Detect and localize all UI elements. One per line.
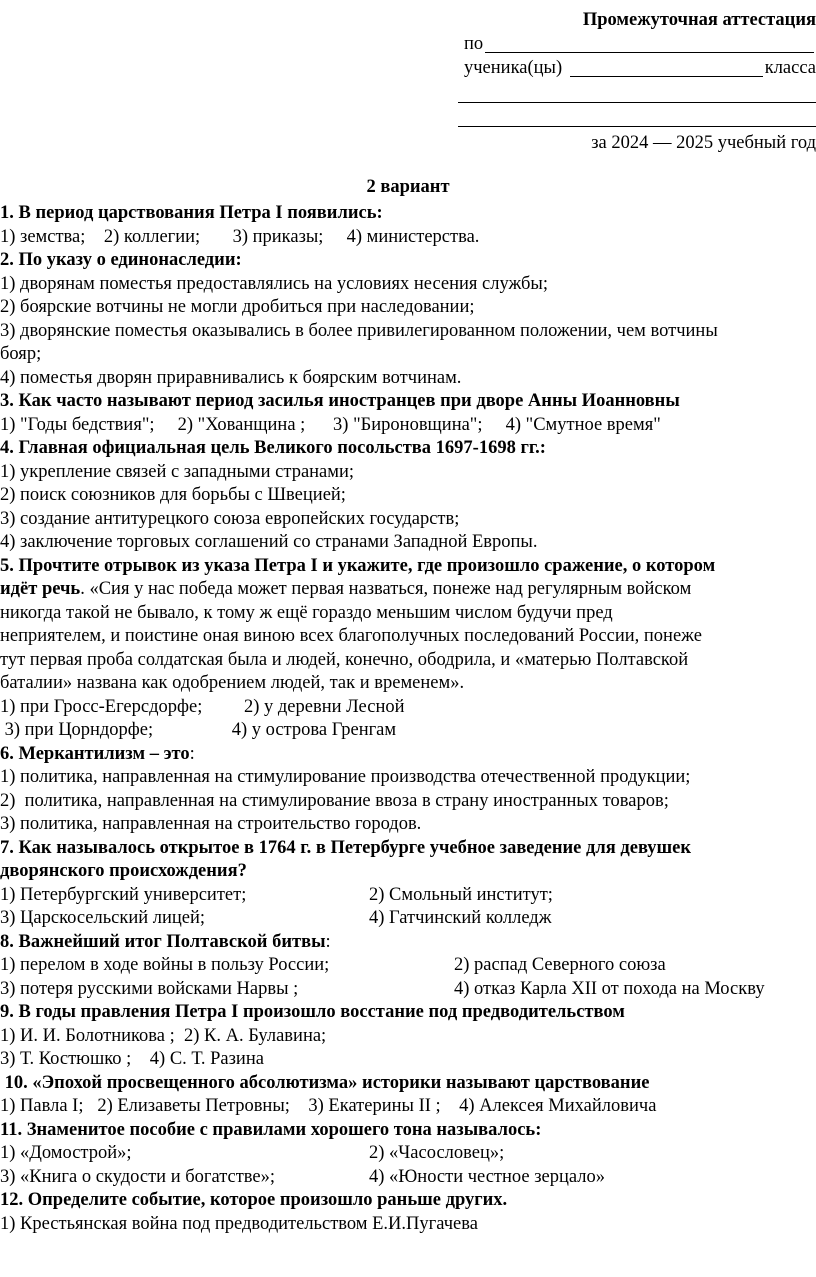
question-9: 9. В годы правления Петра I произошло восстание под предводительством <box>0 1002 625 1022</box>
subject-label: по <box>464 34 484 54</box>
decree-text-1: . «Сия у нас победа может первая назваться, понеже над регулярным войском <box>80 579 692 599</box>
subject-field[interactable] <box>485 34 814 53</box>
answers-8-row-1 <box>0 954 816 978</box>
question-8: 8. Важнейший итог Полтавской битвы <box>0 931 326 952</box>
question-12: 12. Определите событие, которое произошло раньше других. <box>0 1190 508 1210</box>
question-4: 4. Главная официальная цель Великого посольства 1697-1698 гг.: <box>0 438 546 458</box>
answer-2-3: 3) дворянские поместья оказывались в более привилегированном положении, чем вотчины <box>0 320 718 341</box>
answer-11-2: 2) «Часословец»; <box>369 1143 505 1163</box>
header <box>458 8 816 158</box>
variant-title: 2 вариант <box>366 177 450 197</box>
answers-7-row-2 <box>0 907 816 931</box>
question-10: 10. «Эпохой просвещенного абсолютизма» историки называют царствование <box>0 1072 650 1093</box>
answer-4-2: 2) поиск союзников для борьбы с Швецией; <box>0 485 346 505</box>
answers-1: 1) земства; 2) коллегии; 3) приказы; 4) министерства. <box>0 226 480 247</box>
answer-7-1: 1) Петербургский университет; <box>0 884 247 905</box>
answers-10: 1) Павла I; 2) Елизаветы Петровны; 3) Екатерины II ; 4) Алексея Михайловича <box>0 1096 657 1116</box>
answer-4-3: 3) создание антитурецкого союза европейских государств; <box>0 508 460 529</box>
answer-11-3: 3) «Книга о скудости и богатстве»; <box>0 1166 276 1187</box>
decree-text-2: никогда такой не бывало, к тому ж ещё гораздо меньшим числом будучи пред <box>0 602 613 623</box>
answer-4-1: 1) укрепление связей с западными странами; <box>0 461 355 482</box>
answers-11-row-2 <box>0 1166 816 1190</box>
answers-3: 1) "Годы бедствия"; 2) "Хованщина ; 3) "Бироновщина"; 4) "Смутное время" <box>0 414 661 435</box>
blank-line-1[interactable] <box>458 80 816 103</box>
student-line <box>458 56 816 80</box>
answers-8-row-2 <box>0 978 816 1002</box>
answer-2-4: 4) поместья дворян приравнивались к боярским вотчинам. <box>0 367 462 388</box>
class-label: класса <box>764 58 816 78</box>
question-7-cont: дворянского происхождения? <box>0 861 247 881</box>
question-7: 7. Как называлось открытое в 1764 г. в Петербурге учебное заведение для девушек <box>0 837 692 858</box>
question-2: 2. По указу о единонаследии: <box>0 250 242 270</box>
answers-11-row-1 <box>0 1142 816 1166</box>
answer-6-2: 2) политика, направленная на стимулирование ввоза в страну иностранных товаров; <box>0 790 669 811</box>
answer-2-3-cont: бояр; <box>0 344 42 364</box>
question-1: 1. В период царствования Петра I появились: <box>0 203 383 223</box>
question-8-colon: : <box>325 931 331 952</box>
test-content <box>0 172 816 1236</box>
answer-8-3: 3) потеря русскими войсками Нарвы ; <box>0 978 299 999</box>
question-6-line <box>0 743 816 767</box>
question-3: 3. Как часто называют период засилья иностранцев при дворе Анны Иоанновны <box>0 391 680 411</box>
answers-5-1: 1) при Гросс-Егерсдорфе; 2) у деревни Лесной <box>0 696 405 717</box>
question-6: 6. Меркантилизм – это <box>0 743 190 764</box>
page-title: Промежуточная аттестация <box>582 10 816 30</box>
blank-line-2[interactable] <box>458 104 816 127</box>
answers-9-2: 3) Т. Костюшко ; 4) С. Т. Разина <box>0 1049 264 1069</box>
answer-7-2: 2) Смольный институт; <box>369 884 553 905</box>
answer-11-4: 4) «Юности честное зерцало» <box>369 1166 605 1187</box>
question-5: 5. Прочтите отрывок из указа Петра I и укажите, где произошло сражение, о котором <box>0 555 716 576</box>
question-8-line <box>0 931 816 955</box>
answer-4-4: 4) заключение торговых соглашений со странами Западной Европы. <box>0 532 538 552</box>
decree-text-5: баталии» названа как одобрением людей, так и временем». <box>0 673 465 693</box>
answer-8-4: 4) отказ Карла XII от похода на Москву <box>454 978 765 999</box>
subject-line <box>458 32 816 56</box>
question-5-text-1 <box>0 578 816 602</box>
answers-9-1: 1) И. И. Болотникова ; 2) К. А. Булавина; <box>0 1025 327 1046</box>
question-5-cont: идёт речь <box>0 579 81 599</box>
answer-2-2: 2) боярские вотчины не могли дробиться при наследовании; <box>0 297 475 317</box>
answer-8-2: 2) распад Северного союза <box>454 955 666 975</box>
answers-5-2: 3) при Цорндорфе; 4) у острова Гренгам <box>0 720 397 740</box>
school-year: за 2024 — 2025 учебный год <box>591 133 816 153</box>
question-6-colon: : <box>189 743 195 764</box>
answer-6-1: 1) политика, направленная на стимулирование производства отечественной продукции; <box>0 767 691 787</box>
student-field[interactable] <box>570 58 763 77</box>
decree-text-3: неприятелем, и поистине оная виною всех благополучных последований России, понеже <box>0 626 702 646</box>
student-label: ученика(цы) <box>464 58 563 78</box>
answer-8-1: 1) перелом в ходе войны в пользу России; <box>0 955 330 975</box>
answer-6-3: 3) политика, направленная на строительство городов. <box>0 814 422 834</box>
answer-11-1: 1) «Домострой»; <box>0 1143 132 1163</box>
answer-7-4: 4) Гатчинский колледж <box>369 908 552 928</box>
answer-2-1: 1) дворянам поместья предоставлялись на условиях несения службы; <box>0 273 548 294</box>
answer-12-1: 1) Крестьянская война под предводительством Е.И.Пугачева <box>0 1213 478 1234</box>
decree-text-4: тут первая проба солдатская была и людей, конечно, ободрила, и «матерью Полтавской <box>0 649 689 670</box>
question-11: 11. Знаменитое пособие с правилами хорошего тона называлось: <box>0 1119 542 1140</box>
answer-7-3: 3) Царскосельский лицей; <box>0 908 206 928</box>
answers-7-row-1 <box>0 884 816 908</box>
